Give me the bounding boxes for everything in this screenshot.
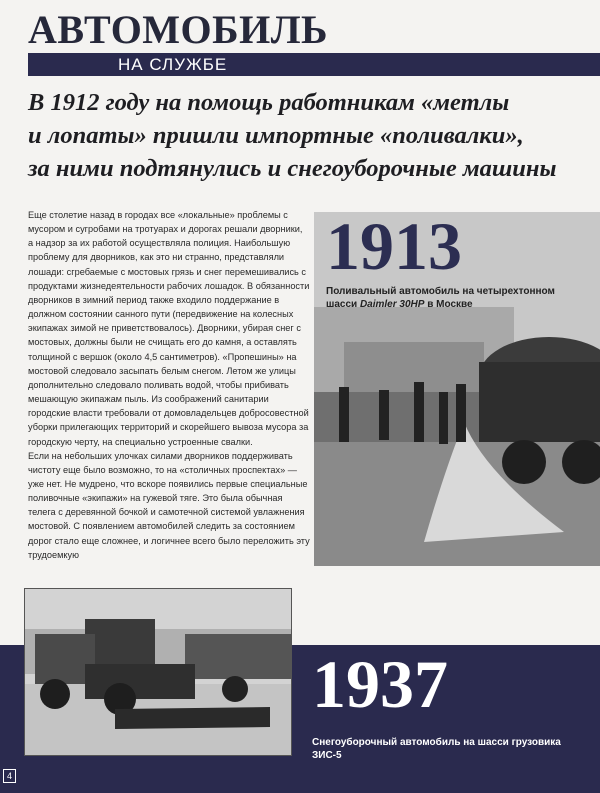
caption-model: Daimler 30HP bbox=[359, 299, 425, 310]
article-subtitle: НА СЛУЖБЕ bbox=[118, 55, 228, 74]
year-label-1913: 1913 bbox=[326, 208, 462, 284]
caption-text: в Москве bbox=[424, 299, 473, 310]
year-label-1937: 1937 bbox=[312, 646, 448, 722]
photo-caption-1937: Снегоуборочный автомобиль на шасси грузовика ЗИС-5 bbox=[312, 737, 561, 761]
page-number: 4 bbox=[3, 769, 16, 783]
article-title: АВТОМОБИЛЬ bbox=[28, 7, 328, 52]
body-paragraph: Если на небольших улочках силами дворников поддерживать чистоту еще было возможно, то на «столичных проспектах» — уже нет. Не мудрено, что вскоре появились первые специальные поливочные «экипажи» на гужевой тяге. Это была обычная телега с деревянной бочкой и самотечной системой увлажнения мостовой. С появлением автомобилей следить за состоянием дорог стало еще сложнее, и логичнее всего было переложить эту трудоемкую bbox=[28, 450, 310, 560]
photo-1937-snowplow-truck bbox=[24, 588, 292, 756]
headline: В 1912 году на помощь работникам «метлы и лопаты» пришли импортные «поливалки», за ними подтянулись и снегоуборочные машины bbox=[28, 89, 557, 182]
article-body bbox=[28, 208, 310, 562]
photo-caption-1913 bbox=[326, 285, 586, 311]
body-paragraph: Еще столетие назад в городах все «локальные» проблемы с мусором и сугробами на тротуарах и дорогах решали дворники, а надзор за их работой осуществляла полиция. Наибольшую проблему для дворников, как это ни странно, представляли лошади: сгребаемые с мостовых грязь и снег перемешивались с продуктами жизнедеятельности рабочих лошадок. В обязанности дворников в зимний период также входило поддержание в должном состоянии санного пути (передвижение на колесных экипажах зимой не приветствовалось). Дворники, убирая снег с мостовых, должны были не счищать его до камня, а оставлять толщиной с вершок (около 4,5 сантиметров). «Пропешины» на мостовой следовало засыпать белым снегом. Летом же улицы дополнительно следовало поливать водой, чтобы прибивать мешающую экипажам пыль. Из соображений санитарии городские власти требовали от домовладельцев добросовестной уборки прилегающих территорий и скорейшего вывоза мусора за городскую черту, на специально устроенные свалки. bbox=[28, 210, 310, 447]
photo-1937-illustration bbox=[25, 589, 291, 755]
subtitle-bar bbox=[28, 53, 600, 76]
caption-text: Поливальный автомобиль на четырехтонном шасси bbox=[326, 286, 555, 310]
